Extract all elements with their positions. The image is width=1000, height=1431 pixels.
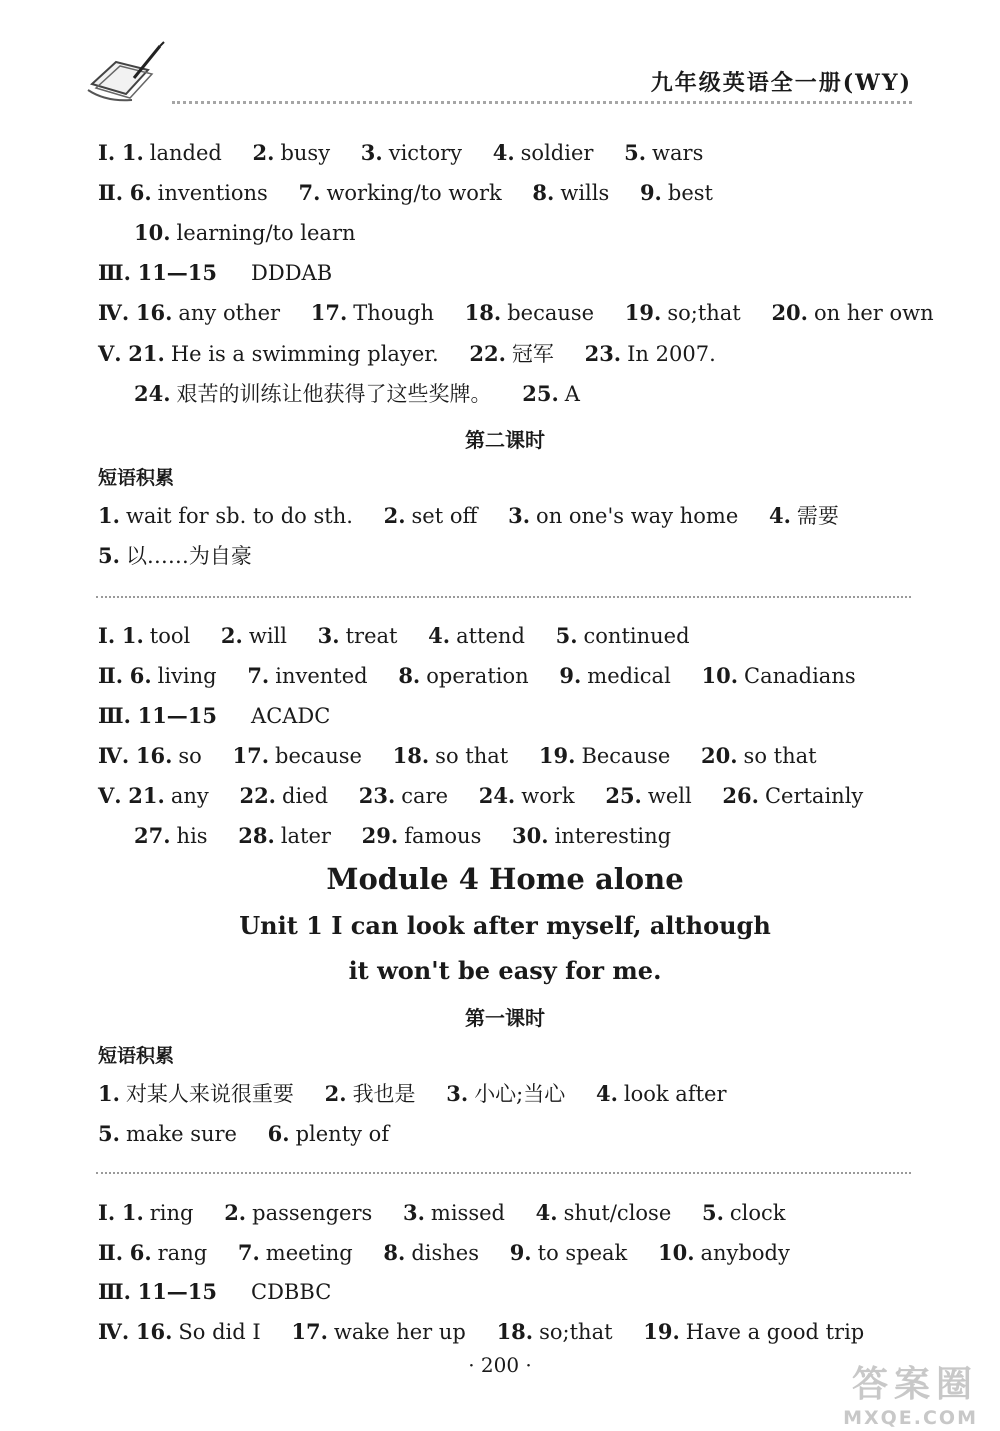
answer-item: 19. Because xyxy=(538,743,671,768)
phrase-item: 3. 小心;当心 xyxy=(446,1081,566,1106)
page-header xyxy=(0,0,1000,110)
answer-item: 16. any other xyxy=(135,300,281,325)
answer-item: 30. interesting xyxy=(512,823,672,848)
answer-item: 28. later xyxy=(238,823,331,848)
answer-item: 17. Though xyxy=(310,300,434,325)
phrase-line xyxy=(98,1121,413,1147)
answer-item: 9. to speak xyxy=(509,1240,628,1265)
unit-title-line-1: Unit 1 I can look after myself, although xyxy=(239,911,771,940)
roman-numeral: Ⅳ. xyxy=(98,1319,130,1344)
answer-line xyxy=(98,1240,814,1266)
answer-item: 2. busy xyxy=(252,140,331,165)
answer-item: 20. so that xyxy=(701,743,817,768)
answer-item: 4. shut/close xyxy=(535,1200,672,1225)
answer-line xyxy=(98,1279,355,1305)
answer-line xyxy=(98,260,356,286)
module-title: Module 4 Home alone xyxy=(326,862,684,896)
answer-item: 16. So did I xyxy=(135,1319,261,1344)
answer-item: 3. victory xyxy=(360,140,463,165)
answer-line xyxy=(134,823,695,849)
phrase-item: 4. 需要 xyxy=(768,503,839,528)
answer-item: 21. He is a swimming player. xyxy=(128,341,439,366)
roman-numeral: Ⅲ. xyxy=(98,1279,131,1304)
answer-item: 17. wake her up xyxy=(291,1319,466,1344)
answer-item: 10. learning/to learn xyxy=(134,220,356,245)
answer-item: 7. working/to work xyxy=(298,180,502,205)
answer-line xyxy=(98,623,714,649)
phrase-line xyxy=(98,503,863,529)
answer-line xyxy=(98,663,880,689)
answer-item: 10. Canadians xyxy=(701,663,856,688)
answer-item: 11—15 ACADC xyxy=(137,703,331,728)
roman-numeral: Ⅰ. xyxy=(98,623,116,648)
lesson-title: 第一课时 xyxy=(465,1006,545,1030)
answer-item: 29. famous xyxy=(361,823,482,848)
answer-item: 23. care xyxy=(358,783,449,808)
answer-item: 23. In 2007. xyxy=(584,341,716,366)
answer-item: 2. passengers xyxy=(224,1200,373,1225)
roman-numeral: Ⅱ. xyxy=(98,180,124,205)
answer-line xyxy=(98,703,354,729)
answer-line xyxy=(98,783,887,809)
answer-item: 26. Certainly xyxy=(722,783,864,808)
phrase-item: 2. 我也是 xyxy=(324,1081,416,1106)
answer-line xyxy=(98,140,727,166)
answer-item: 7. invented xyxy=(247,663,368,688)
answer-item: 19. so;that xyxy=(624,300,741,325)
phrase-item: 1. 对某人来说很重要 xyxy=(98,1081,294,1106)
lesson-title: 第二课时 xyxy=(465,428,545,452)
phrase-item: 3. on one's way home xyxy=(508,503,739,528)
answer-line xyxy=(98,341,740,367)
answer-item: 9. medical xyxy=(559,663,671,688)
answer-item: 5. wars xyxy=(624,140,704,165)
answer-item: 7. meeting xyxy=(237,1240,353,1265)
phrase-heading: 短语积累 xyxy=(98,467,175,489)
book-title: 九年级英语全一册(WY) xyxy=(650,70,912,96)
phrase-line xyxy=(98,543,276,569)
answer-item: 2. will xyxy=(220,623,287,648)
answer-item: 8. operation xyxy=(398,663,529,688)
answer-item: 16. so xyxy=(135,743,202,768)
answer-item: 6. inventions xyxy=(129,180,268,205)
answer-item: 6. living xyxy=(129,663,217,688)
phrase-item: 4. look after xyxy=(595,1081,727,1106)
answer-item: 18. so;that xyxy=(496,1319,613,1344)
phrase-heading: 短语积累 xyxy=(98,1045,175,1067)
roman-numeral: Ⅱ. xyxy=(98,1240,124,1265)
roman-numeral: Ⅳ. xyxy=(98,300,130,325)
answer-item: 1. ring xyxy=(121,1200,194,1225)
answer-item: 11—15 DDDAB xyxy=(137,260,333,285)
answer-item: 27. his xyxy=(134,823,208,848)
answer-item: 6. rang xyxy=(129,1240,208,1265)
answer-item: 8. wills xyxy=(532,180,610,205)
answer-item: 8. dishes xyxy=(383,1240,479,1265)
roman-numeral: Ⅱ. xyxy=(98,663,124,688)
roman-numeral: Ⅲ. xyxy=(98,260,131,285)
answer-item: 10. anybody xyxy=(657,1240,790,1265)
roman-numeral: Ⅰ. xyxy=(98,1200,116,1225)
answer-item: 1. landed xyxy=(121,140,222,165)
answer-item: 17. because xyxy=(232,743,362,768)
answer-item: 5. clock xyxy=(701,1200,786,1225)
roman-numeral: Ⅴ. xyxy=(98,341,122,366)
answer-item: 4. attend xyxy=(428,623,525,648)
answer-item: 19. Have a good trip xyxy=(643,1319,865,1344)
answer-item: 25. A xyxy=(522,381,580,406)
dotted-divider xyxy=(96,596,911,598)
answer-line xyxy=(98,300,958,326)
answer-line xyxy=(98,743,841,769)
answer-item: 22. 冠军 xyxy=(469,341,554,366)
phrase-item: 1. wait for sb. to do sth. xyxy=(98,503,353,528)
answer-line xyxy=(134,381,604,407)
phrase-item: 5. 以……为自豪 xyxy=(98,543,252,568)
answer-item: 3. treat xyxy=(317,623,398,648)
roman-numeral: Ⅲ. xyxy=(98,703,131,728)
answer-item: 4. soldier xyxy=(492,140,594,165)
answer-item: 24. 艰苦的训练让他获得了这些奖牌。 xyxy=(134,381,492,406)
answer-item: 1. tool xyxy=(121,623,191,648)
notebook-pen-icon xyxy=(86,40,170,106)
answer-item: 24. work xyxy=(478,783,575,808)
header-divider xyxy=(172,101,912,104)
dotted-divider xyxy=(96,1172,911,1174)
answer-item: 25. well xyxy=(605,783,692,808)
answer-item: 11—15 CDBBC xyxy=(137,1279,332,1304)
roman-numeral: Ⅰ. xyxy=(98,140,116,165)
phrase-item: 5. make sure xyxy=(98,1121,237,1146)
watermark-logo: 答案圈 MXQE.COM xyxy=(843,1364,978,1429)
answer-item: 9. best xyxy=(639,180,713,205)
page-number: · 200 · xyxy=(468,1353,532,1377)
answer-line xyxy=(98,180,737,206)
answer-item: 20. on her own xyxy=(771,300,934,325)
answer-item: 5. continued xyxy=(555,623,690,648)
roman-numeral: Ⅴ. xyxy=(98,783,122,808)
answer-item: 21. any xyxy=(128,783,209,808)
answer-line xyxy=(98,1200,810,1226)
answer-item: 3. missed xyxy=(402,1200,505,1225)
answer-item: 18. so that xyxy=(392,743,509,768)
answer-item: 18. because xyxy=(464,300,595,325)
roman-numeral: Ⅳ. xyxy=(98,743,130,768)
answer-item: 22. died xyxy=(239,783,329,808)
answer-line xyxy=(134,220,380,246)
phrase-item: 2. set off xyxy=(383,503,478,528)
answer-line xyxy=(98,1319,888,1345)
phrase-item: 6. plenty of xyxy=(267,1121,390,1146)
unit-title-line-2: it won't be easy for me. xyxy=(348,956,662,985)
phrase-line xyxy=(98,1081,751,1107)
